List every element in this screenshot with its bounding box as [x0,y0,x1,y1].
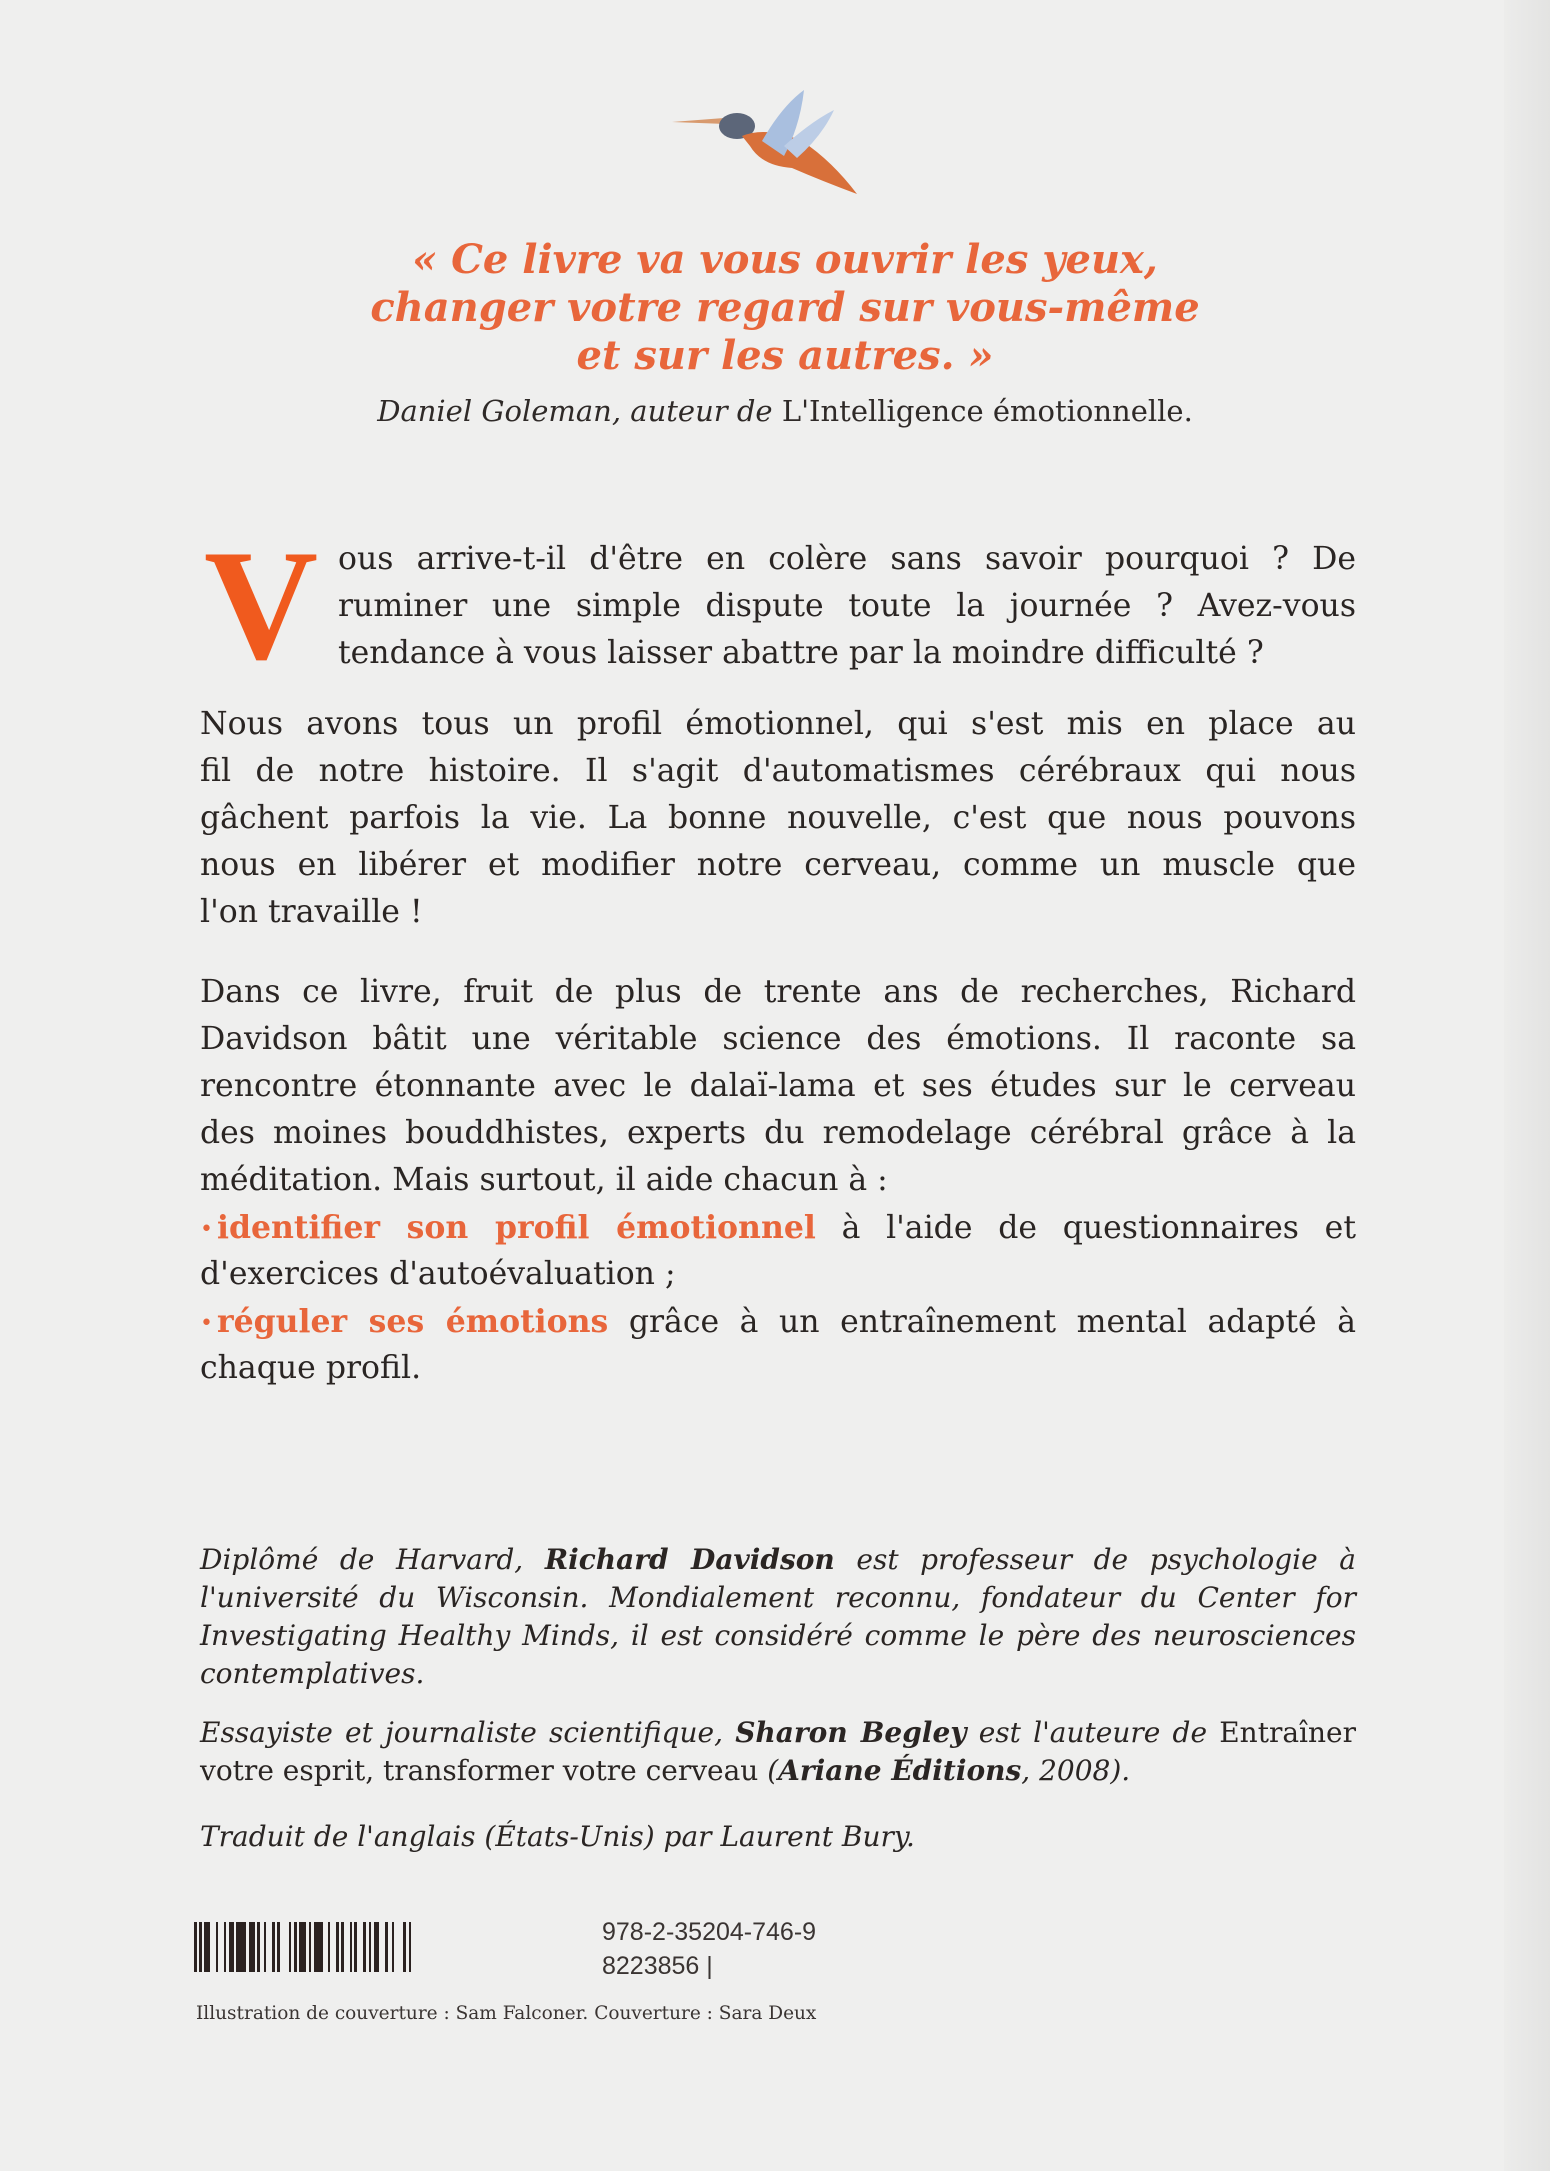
text-segment: Investigating Healthy Minds, il est considéré comme le père des neurosciences [200,1619,1356,1652]
barcode-gap [411,1922,414,1972]
highlight-text: identifier son profil émotionnel [216,1209,816,1246]
text-segment: rencontre étonnante avec le dalaï-lama et ses études sur le cerveau [200,1068,1356,1104]
text-segment: Nous avons tous un profil émotionnel, qui s'est mis en place au [200,706,1356,742]
text-segment: nous en libérer et modifier notre cerveau, comme un muscle que [200,847,1356,883]
text-line [200,1110,1356,1157]
text-segment: méditation. Mais surtout, il aide chacun à : [200,1162,888,1198]
text-segment: Davidson bâtit une véritable science des émotions. Il raconte sa [200,1021,1356,1057]
text-line [200,1298,1356,1345]
text-line [200,1617,1356,1655]
text-segment: Diplômé de Harvard, [200,1543,545,1576]
text-line [200,969,1356,1016]
text-line [200,1345,1356,1392]
intro-paragraph [338,536,1356,677]
text-segment: Ariane Éditions [778,1754,1022,1787]
text-segment: Entraîner [1219,1716,1356,1749]
text-segment: d'exercices d'autoévaluation ; [200,1256,676,1292]
book-edge [1504,0,1550,2171]
text-segment: Dans ce livre, fruit de plus de trente ans de recherches, Richard [200,974,1356,1010]
book-description-paragraph [200,969,1356,1392]
text-segment: chaque profil. [200,1350,422,1386]
text-segment: ( [758,1754,779,1787]
quote-line: et sur les autres. » [576,332,994,379]
cover-credit: Illustration de couverture : Sam Falconer. Couverture : Sara Deux [196,2003,817,2024]
barcode-bar [299,1922,306,1972]
text-line [200,1157,1356,1204]
isbn [602,1915,816,1983]
text-line [200,1063,1356,1110]
drop-cap: V [204,518,319,693]
text-line [200,1655,1356,1693]
text-line [200,842,1356,889]
text-segment: contemplatives. [200,1657,425,1690]
text-line [338,630,1356,677]
barcode-gap [280,1922,289,1972]
quote-line: « Ce livre va vous ouvrir les yeux, [412,236,1158,283]
attribution-middle: auteur de [621,394,782,428]
profile-paragraph [200,701,1356,936]
barcode-gap [394,1922,403,1972]
text-segment: l'université du Wisconsin. Mondialement reconnu, fondateur du Center for [200,1581,1356,1614]
text-segment: , 2008). [1021,1754,1131,1787]
text-line [200,1818,1356,1856]
product-code: 8223856 | [602,1952,713,1980]
text-segment: grâce à un entraînement mental adapté à [608,1304,1356,1340]
hummingbird-illustration [672,86,862,206]
text-segment: fil de notre histoire. Il s'agit d'automatismes cérébraux qui nous [200,753,1356,789]
isbn-number: 978-2-35204-746-9 [602,1918,817,1946]
text-line [200,889,1356,936]
text-segment: Essayiste et journaliste scientifique, [200,1716,736,1749]
text-line [200,1204,1356,1251]
quote-line: changer votre regard sur vous-même [370,284,1200,331]
text-line [200,1752,1356,1790]
barcode-bar [314,1922,323,1972]
text-line [338,583,1356,630]
bullet-icon: • [200,1217,213,1242]
text-line [338,536,1356,583]
bullet-icon: • [200,1311,213,1336]
text-segment: des moines bouddhistes, experts du remodelage cérébral grâce à la [200,1115,1356,1151]
text-segment: Sharon Begley [735,1716,967,1749]
highlight-text: réguler ses émotions [216,1303,609,1340]
text-line [200,1251,1356,1298]
text-line [200,1579,1356,1617]
text-segment: est l'auteure de [966,1716,1220,1749]
text-segment: ous arrive-t-il d'être en colère sans savoir pourquoi ? De [338,541,1356,577]
attribution-author: Daniel Goleman, [377,394,622,428]
text-segment: est professeur de psychologie à [834,1543,1356,1576]
text-line [200,1714,1356,1752]
text-segment: Traduit de l'anglais (États-Unis) par Laurent Bury. [200,1820,915,1853]
translator-credit [200,1818,1356,1856]
text-segment: ruminer une simple dispute toute la journée ? Avez-vous [338,588,1356,624]
quote-attribution [200,394,1370,428]
bio-davidson [200,1541,1356,1693]
text-segment: à l'aide de questionnaires et [815,1210,1356,1246]
text-segment: Richard Davidson [544,1543,835,1576]
endorsement-quote [200,236,1370,380]
text-line [200,795,1356,842]
text-segment: votre esprit, transformer votre cerveau [200,1754,759,1787]
attribution-book: L'Intelligence émotionnelle. [781,394,1193,428]
bio-begley [200,1714,1356,1790]
text-line [200,701,1356,748]
text-segment: tendance à vous laisser abattre par la moindre difficulté ? [338,635,1264,671]
text-line [200,1541,1356,1579]
barcode [194,1922,414,1972]
text-segment: gâchent parfois la vie. La bonne nouvelle, c'est que nous pouvons [200,800,1356,836]
barcode-bar [236,1922,246,1972]
text-line [200,748,1356,795]
text-line [200,1016,1356,1063]
text-segment: l'on travaille ! [200,894,423,930]
